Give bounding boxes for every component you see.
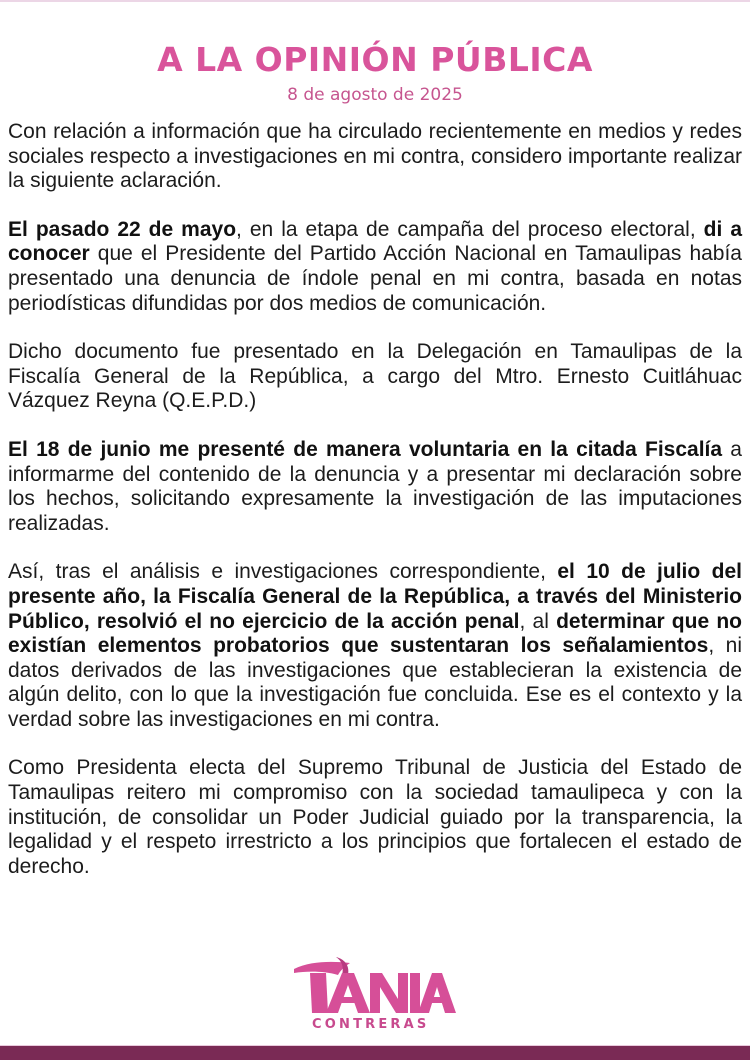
page-title: A LA OPINIÓN PÚBLICA	[157, 40, 593, 79]
bold-segment: El pasado 22 de mayo	[8, 217, 237, 241]
text-segment: Así, tras el análisis e investigaciones correspondiente,	[8, 560, 558, 584]
text-segment: Como Presidenta electa del Supremo Tribunal de Justicia del Estado de Tamaulipas reitero mi compromiso con la sociedad tamaulipeca y con la institución, de consolidar un Poder Judicial guiado por la transparencia, la legalidad y el respeto irrestricto a los principios que fortalecen el estado de derecho.	[8, 756, 742, 878]
paragraph-july-10	[8, 560, 742, 732]
text-segment: , al	[519, 609, 557, 633]
paragraph-intro	[8, 120, 742, 194]
statement-body	[8, 120, 742, 903]
top-border-line	[0, 0, 750, 2]
text-segment: a informarme del contenido de la denuncia y a presentar mi declaración sobre los hechos, solicitando expresamente la investigación de las imputaciones realizadas.	[8, 437, 742, 535]
paragraph-document	[8, 340, 742, 414]
tania-contreras-logo	[290, 955, 460, 1035]
paragraph-june-18	[8, 438, 742, 536]
text-segment: Dicho documento fue presentado en la Delegación en Tamaulipas de la Fiscalía General de la República, a cargo del Mtro. Ernesto Cuitláhuac Vázquez Reyna (Q.E.P.D.)	[8, 340, 742, 413]
text-segment: Con relación a información que ha circulado recientemente en medios y redes sociales respecto a investigaciones en mi contra, considero importante realizar la siguiente aclaración.	[8, 120, 742, 193]
paragraph-may-22	[8, 218, 742, 316]
text-segment: , en la etapa de campaña del proceso electoral,	[236, 217, 704, 241]
bold-segment: di a conocer	[8, 217, 742, 266]
bold-segment: determinar que no existían elementos probatorios que sustentaran los señalamientos	[8, 609, 742, 658]
bold-segment: El 18 de junio me presenté de manera voluntaria en la citada Fiscalía	[8, 437, 723, 461]
text-segment: que el Presidente del Partido Acción Nacional en Tamaulipas había presentado una denuncia de índole penal en mi contra, basada en notas periodísticas difundidas por dos medios de comunicación.	[8, 242, 742, 315]
footer-bar	[0, 1046, 750, 1060]
document-header	[0, 40, 750, 106]
tania-logo-mark-icon	[292, 955, 457, 1015]
text-segment: , ni datos derivados de las investigaciones que establecieran la existencia de algún delito, con lo que la investigación fue concluida. Ese es el contexto y la verdad sobre las investigaciones en mi contra.	[8, 634, 742, 731]
document-date: 8 de agosto de 2025	[287, 85, 463, 105]
bold-segment: el 10 de julio del presente año, la Fiscalía General de la República, a través del Ministerio Público, resolvió el no ejercicio de la acción penal	[8, 560, 743, 633]
logo-surname: CONTRERAS	[312, 1017, 430, 1032]
paragraph-commitment	[8, 756, 742, 879]
